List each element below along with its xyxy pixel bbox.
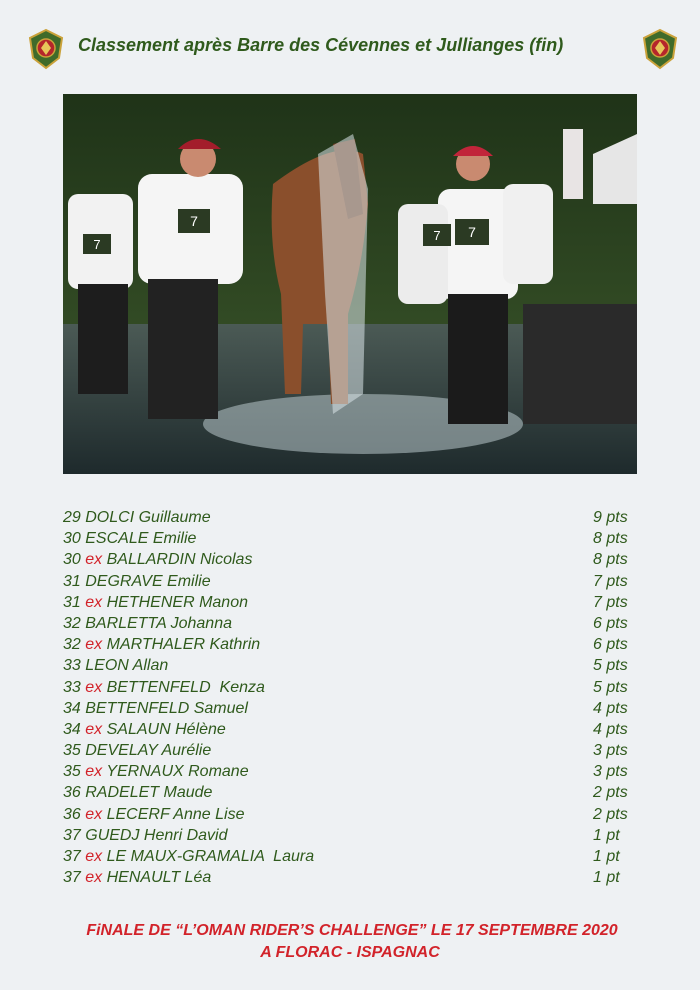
rider-name: BALLARDIN Nicolas (106, 551, 253, 569)
list-item (63, 592, 638, 613)
footer-announcement (0, 920, 700, 964)
rider-name: GUEDJ Henri David (85, 826, 228, 844)
points-value: 4 pts (593, 699, 628, 717)
list-item (63, 507, 638, 528)
points-value: 7 pts (593, 593, 628, 611)
rider-name: ESCALE Emilie (85, 530, 197, 548)
list-item (63, 846, 638, 867)
list-item (63, 825, 638, 846)
points-value: 5 pts (593, 678, 628, 696)
event-photo (63, 94, 637, 474)
rank-number: 32 (63, 636, 81, 654)
points-value: 6 pts (593, 614, 628, 632)
rider-name: DOLCI Guillaume (85, 509, 211, 526)
rider-name: LE MAUX-GRAMALIA Laura (106, 848, 315, 865)
points-value: 9 pts (593, 509, 628, 526)
ex-aequo-marker: ex (85, 805, 103, 823)
list-item (63, 571, 638, 592)
ex-aequo-marker: ex (85, 763, 103, 781)
list-item (63, 740, 638, 761)
rank-number: 31 (63, 572, 81, 590)
points-value: 2 pts (593, 805, 628, 823)
points-value: 1 pt (593, 869, 620, 887)
points-value: 3 pts (593, 763, 628, 781)
list-item (63, 761, 638, 782)
list-item (63, 698, 638, 719)
footer-line-2: A FLORAC - ISPAGNAC (260, 944, 440, 961)
ex-aequo-marker: ex (85, 636, 103, 654)
list-item (63, 528, 638, 549)
points-value: 2 pts (593, 784, 628, 802)
footer-line-1: FiNALE DE “L’OMAN RIDER’S CHALLENGE” LE 17 SEPTEMBRE 2020 (86, 922, 618, 939)
rider-name: MARTHALER Kathrin (106, 636, 261, 654)
rider-name: HENAULT Léa (106, 869, 212, 887)
rider-name: DEGRAVE Emilie (85, 572, 211, 590)
list-item (63, 867, 638, 888)
page-header (0, 28, 700, 72)
list-item (63, 677, 638, 698)
ex-aequo-marker: ex (85, 720, 103, 738)
military-emblem-icon (641, 28, 679, 70)
points-value: 3 pts (593, 742, 628, 760)
rider-name: YERNAUX Romane (106, 763, 249, 781)
rank-number: 31 (63, 593, 81, 611)
rank-number: 32 (63, 614, 81, 632)
list-item (63, 655, 638, 676)
rank-number: 33 (63, 678, 81, 696)
military-emblem-icon (27, 28, 65, 70)
list-item (63, 804, 638, 825)
list-item (63, 719, 638, 740)
points-value: 1 pt (593, 826, 620, 844)
ranking-list (63, 507, 638, 888)
rider-name: SALAUN Hélène (106, 720, 226, 738)
list-item (63, 549, 638, 570)
rank-number: 36 (63, 784, 81, 802)
bib-number: 7 (468, 224, 476, 240)
ex-aequo-marker: ex (85, 593, 103, 611)
rank-number: 37 (63, 848, 81, 865)
page-title: Classement après Barre des Cévennes et Jullianges (fin) (78, 35, 564, 55)
rank-number: 33 (63, 657, 81, 675)
points-value: 4 pts (593, 720, 628, 738)
rider-name: BARLETTA Johanna (85, 614, 232, 632)
rank-number: 29 (63, 509, 81, 526)
ex-aequo-marker: ex (85, 869, 103, 887)
points-value: 8 pts (593, 551, 628, 569)
rank-number: 34 (63, 720, 81, 738)
points-value: 8 pts (593, 530, 628, 548)
points-value: 1 pt (593, 848, 620, 865)
rank-number: 37 (63, 826, 81, 844)
ex-aequo-marker: ex (85, 551, 103, 569)
rank-number: 36 (63, 805, 81, 823)
rider-name: BETTENFELD Samuel (85, 699, 248, 717)
bib-number: 7 (190, 213, 198, 229)
rider-name: BETTENFELD Kenza (106, 678, 265, 696)
photo-horse-water-cooling-icon (63, 94, 637, 474)
list-item (63, 634, 638, 655)
points-value: 7 pts (593, 572, 628, 590)
ex-aequo-marker: ex (85, 678, 103, 696)
bib-number: 7 (93, 237, 101, 252)
list-item (63, 613, 638, 634)
rank-number: 37 (63, 869, 81, 887)
points-value: 5 pts (593, 657, 628, 675)
rank-number: 35 (63, 763, 81, 781)
rank-number: 35 (63, 742, 81, 760)
ex-aequo-marker: ex (85, 848, 103, 865)
rider-name: LECERF Anne Lise (106, 805, 245, 823)
rider-name: HETHENER Manon (106, 593, 248, 611)
list-item (63, 782, 638, 803)
points-value: 6 pts (593, 636, 628, 654)
rider-name: RADELET Maude (85, 784, 213, 802)
rider-name: DEVELAY Aurélie (85, 742, 212, 760)
rider-name: LEON Allan (85, 657, 169, 675)
rank-number: 30 (63, 530, 81, 548)
rank-number: 34 (63, 699, 81, 717)
rank-number: 30 (63, 551, 81, 569)
bib-number: 7 (433, 228, 441, 243)
